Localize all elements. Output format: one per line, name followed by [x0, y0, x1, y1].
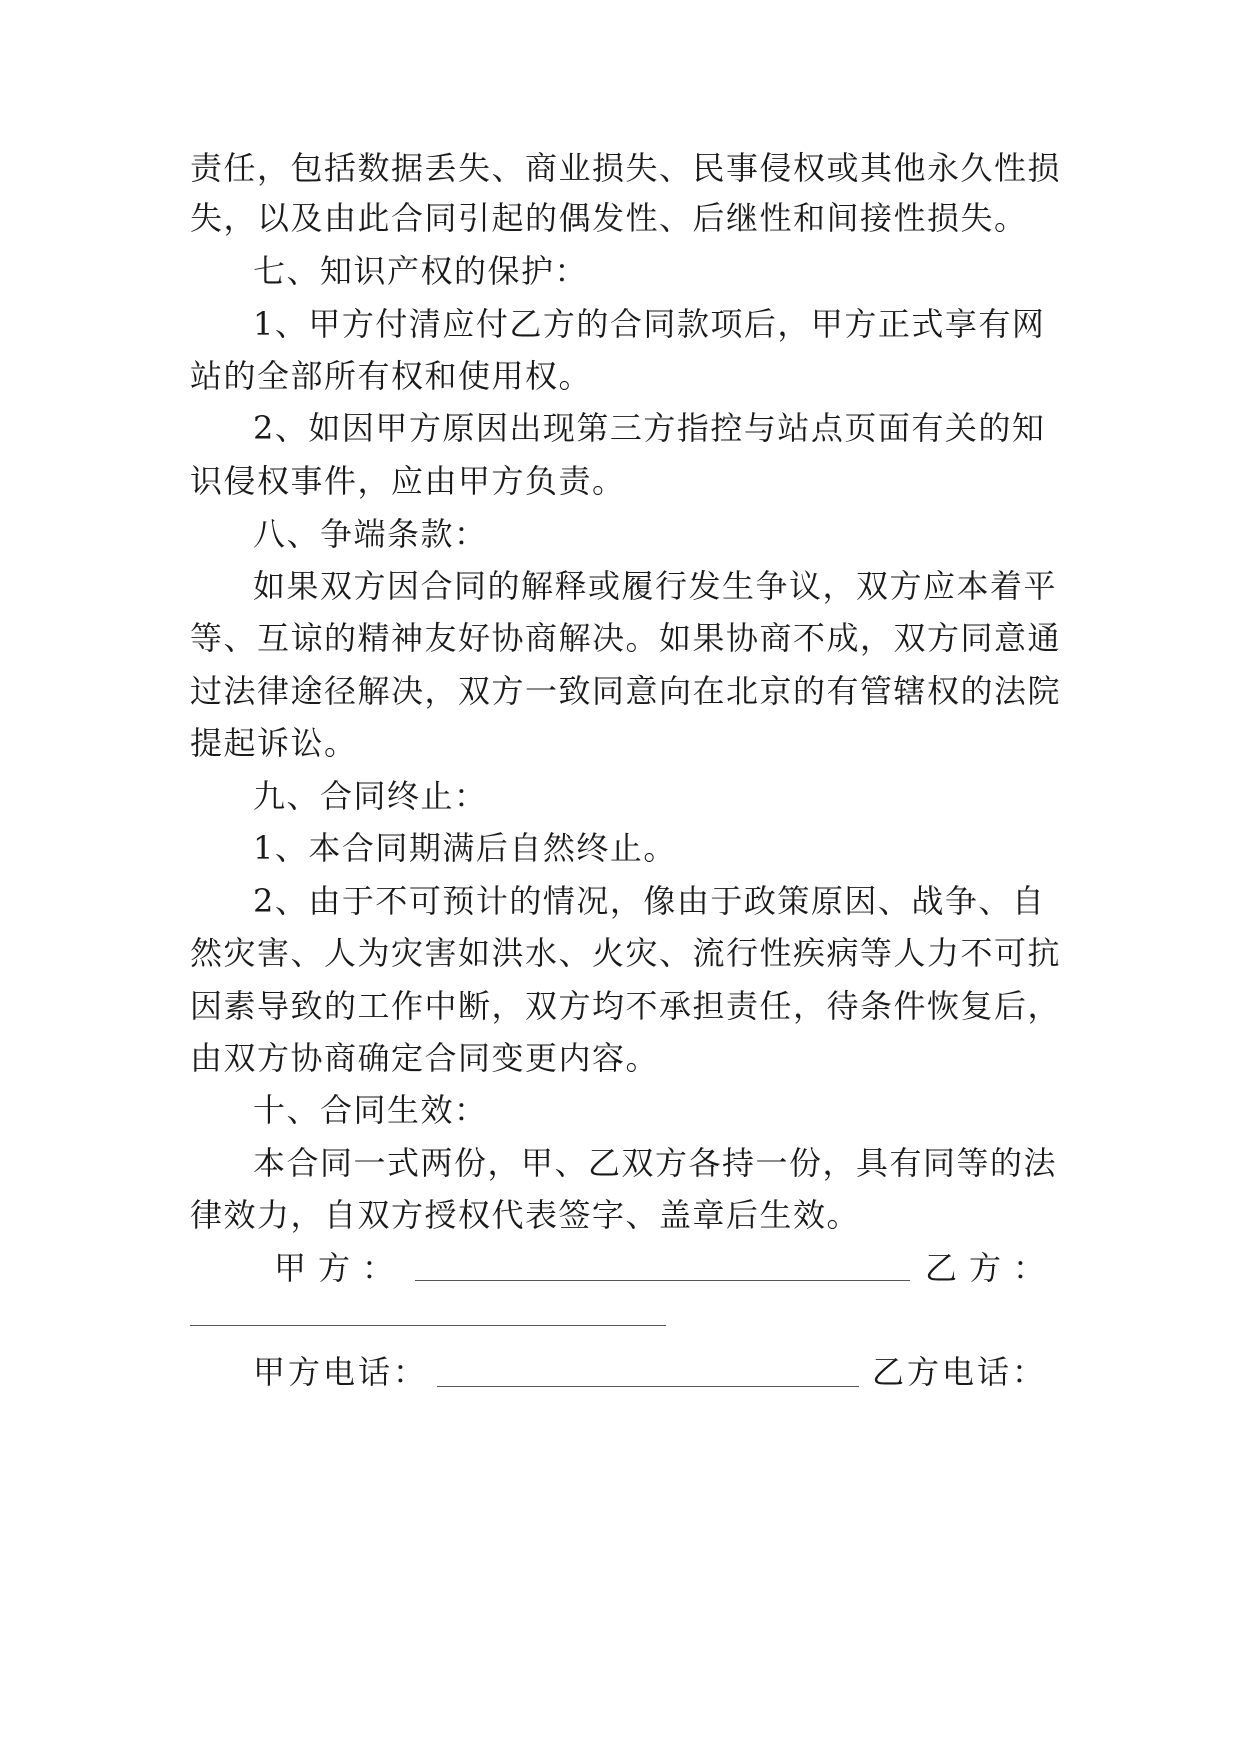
termination-clause-2-line-4: 由双方协商确定合同变更内容。: [190, 1039, 660, 1077]
section-heading-termination: 九、合同终止：: [253, 777, 488, 815]
dispute-line-1: 如果双方因合同的解释或履行发生争议，双方应本着平: [253, 567, 1058, 605]
effect-line-2: 律效力，自双方授权代表签字、盖章后生效。: [190, 1196, 861, 1234]
body-line-1: 责任，包括数据丢失、商业损失、民事侵权或其他永久性损: [190, 149, 1062, 187]
ip-clause-1-line-1: 1、甲方付清应付乙方的合同款项后，甲方正式享有网: [253, 305, 1046, 343]
dispute-line-3: 过法律途径解决，双方一致同意向在北京的有管辖权的法院: [190, 672, 1062, 710]
section-heading-ip: 七、知识产权的保护：: [253, 252, 589, 290]
termination-clause-2-line-2: 然灾害、人为灾害如洪水、火灾、流行性疾病等人力不可抗: [190, 934, 1062, 972]
dispute-line-4: 提起诉讼。: [190, 724, 358, 762]
termination-clause-1: 1、本合同期满后自然终止。: [253, 829, 677, 867]
dispute-line-2: 等、互谅的精神友好协商解决。如果协商不成，双方同意通: [190, 619, 1062, 657]
termination-clause-2-line-1: 2、由于不可预计的情况，像由于政策原因、战争、自: [253, 882, 1046, 920]
party-a-phone-blank[interactable]: [437, 1386, 859, 1387]
termination-clause-2-line-3: 因素导致的工作中断，双方均不承担责任，待条件恢复后，: [190, 987, 1062, 1025]
party-a-signature-blank[interactable]: [415, 1280, 910, 1281]
party-a-label: 甲方：: [274, 1249, 407, 1287]
party-b-phone-label: 乙方电话：: [872, 1353, 1048, 1391]
party-b-label: 乙方：: [925, 1249, 1058, 1287]
ip-clause-2-line-2: 识侵权事件，应由甲方负责。: [190, 462, 626, 500]
section-heading-effect: 十、合同生效：: [253, 1091, 488, 1129]
effect-line-1: 本合同一式两份，甲、乙双方各持一份，具有同等的法: [253, 1144, 1058, 1182]
signature-row-phones: [190, 1348, 1060, 1396]
party-a-phone-label: 甲方电话：: [253, 1353, 429, 1391]
ip-clause-2-line-1: 2、如因甲方原因出现第三方指控与站点页面有关的知: [253, 409, 1046, 447]
signature-row-parties: [190, 1244, 1060, 1292]
section-heading-dispute: 八、争端条款：: [253, 515, 488, 553]
ip-clause-1-line-2: 站的全部所有权和使用权。: [190, 357, 593, 395]
party-b-signature-blank[interactable]: [190, 1325, 666, 1326]
body-line-2: 失，以及由此合同引起的偶发性、后继性和间接性损失。: [190, 199, 1028, 237]
